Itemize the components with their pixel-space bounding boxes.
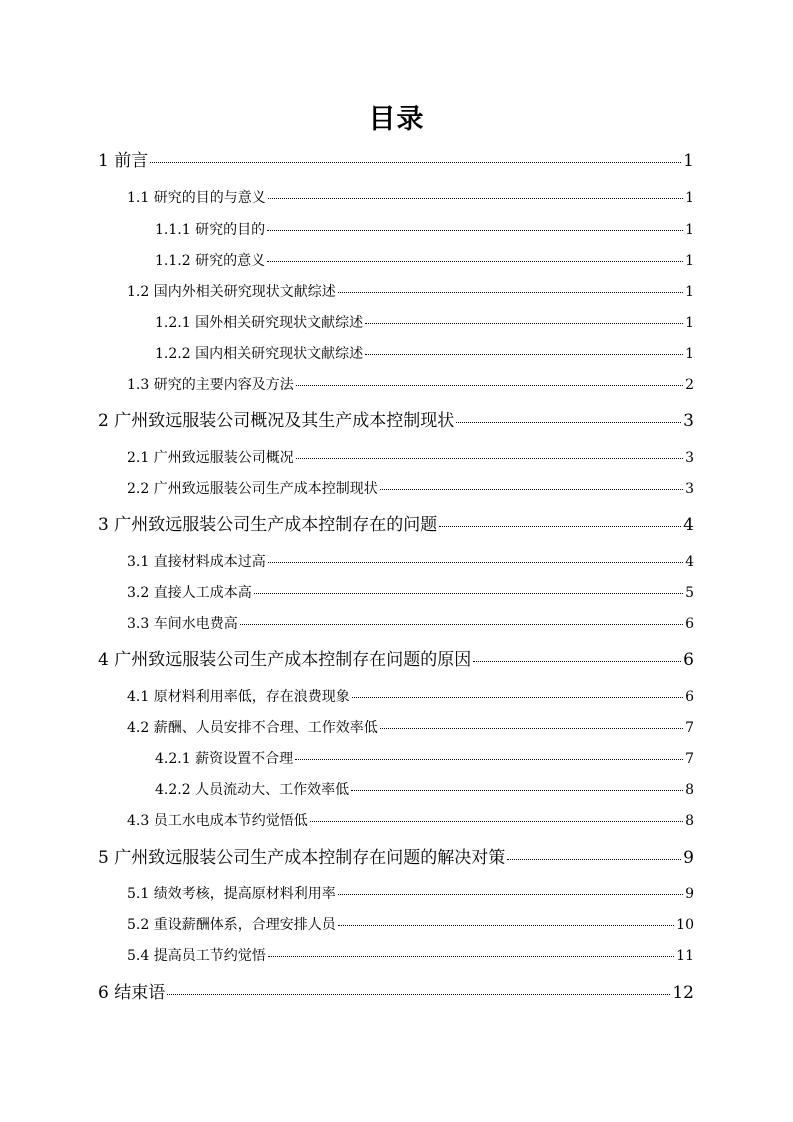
toc-entry-page-number: 10 — [676, 917, 694, 933]
toc-dot-leader — [507, 859, 681, 860]
toc-dot-leader — [338, 292, 683, 293]
toc-entry[interactable] — [127, 276, 694, 308]
toc-dot-leader — [167, 994, 670, 995]
toc-entry[interactable] — [98, 977, 694, 1009]
toc-entry-page-number: 9 — [685, 886, 694, 902]
toc-entry-label: 1.1.1 研究的目的 — [155, 222, 266, 238]
toc-entry-page-number: 4 — [685, 554, 694, 570]
toc-entry[interactable] — [127, 182, 694, 214]
toc-entry[interactable] — [155, 774, 694, 806]
toc-entry-label: 4.3 员工水电成本节约觉悟低 — [127, 813, 308, 829]
toc-entry-page-number: 9 — [683, 848, 694, 868]
toc-dot-leader — [365, 354, 683, 355]
toc-entry[interactable] — [127, 712, 694, 744]
toc-entry[interactable] — [98, 842, 694, 874]
toc-entry[interactable] — [127, 577, 694, 609]
toc-entry-page-number: 3 — [685, 450, 694, 466]
toc-entry[interactable] — [127, 546, 694, 578]
toc-entry[interactable] — [127, 473, 694, 505]
toc-entry-page-number: 11 — [676, 948, 694, 964]
toc-entry-label: 4 广州致远服装公司生产成本控制存在问题的原因 — [98, 650, 472, 670]
toc-entry-label: 4.1 原材料利用率低，存在浪费现象 — [127, 689, 350, 705]
toc-dot-leader — [268, 198, 683, 199]
toc-entry[interactable] — [98, 405, 694, 437]
toc-entry-label: 2.1 广州致远服装公司概况 — [127, 450, 294, 466]
toc-entry[interactable] — [98, 644, 694, 676]
toc-entry[interactable] — [127, 369, 694, 401]
toc-entry-page-number: 7 — [685, 751, 694, 767]
toc-dot-leader — [296, 458, 683, 459]
toc-title: 目录 — [368, 104, 425, 135]
toc-entry-page-number: 7 — [685, 720, 694, 736]
toc-entry-page-number: 8 — [685, 782, 694, 798]
toc-dot-leader — [240, 624, 683, 625]
toc-entry-label: 5.1 绩效考核，提高原材料利用率 — [127, 886, 336, 902]
toc-dot-leader — [338, 925, 674, 926]
toc-dot-leader — [310, 821, 683, 822]
toc-entry-label: 1.2.2 国内相关研究现状文献综述 — [155, 346, 364, 362]
toc-dot-leader — [295, 759, 683, 760]
toc-entry-label: 2.2 广州致远服装公司生产成本控制现状 — [127, 481, 378, 497]
toc-entry-page-number: 5 — [685, 585, 694, 601]
toc-entry-page-number: 4 — [683, 515, 694, 535]
toc-entry-label: 6 结束语 — [98, 983, 166, 1003]
toc-entry-label: 1.2 国内外相关研究现状文献综述 — [127, 284, 336, 300]
toc-dot-leader — [267, 261, 683, 262]
toc-entry-page-number: 1 — [685, 315, 694, 331]
toc-entry[interactable] — [127, 805, 694, 837]
toc-dot-leader — [365, 323, 683, 324]
toc-dot-leader — [338, 894, 683, 895]
toc-entry[interactable] — [155, 307, 694, 339]
toc-dot-leader — [267, 230, 683, 231]
toc-entry-label: 3.2 直接人工成本高 — [127, 585, 252, 601]
toc-dot-leader — [456, 422, 681, 423]
toc-entry-label: 5.2 重设薪酬体系，合理安排人员 — [127, 917, 336, 933]
toc-entry-page-number: 2 — [685, 377, 694, 393]
toc-entry-page-number: 8 — [685, 813, 694, 829]
toc-entry[interactable] — [127, 442, 694, 474]
toc-entry[interactable] — [127, 940, 694, 972]
toc-entry-page-number: 1 — [685, 284, 694, 300]
toc-dot-leader — [351, 790, 683, 791]
toc-dot-leader — [296, 385, 683, 386]
toc-entry[interactable] — [155, 214, 694, 246]
toc-entry-page-number: 6 — [683, 650, 694, 670]
toc-entry-label: 1.1.2 研究的意义 — [155, 253, 266, 269]
toc-entry-label: 3.1 直接材料成本过高 — [127, 554, 266, 570]
toc-dot-leader — [268, 562, 683, 563]
toc-entry[interactable] — [155, 743, 694, 775]
toc-entry-label: 4.2 薪酬、人员安排不合理、工作效率低 — [127, 720, 378, 736]
toc-entry-page-number: 1 — [685, 253, 694, 269]
toc-dot-leader — [268, 956, 674, 957]
toc-entry-page-number: 1 — [685, 346, 694, 362]
toc-dot-leader — [254, 593, 683, 594]
toc-dot-leader — [439, 526, 681, 527]
toc-entry-label: 1.1 研究的目的与意义 — [127, 190, 266, 206]
toc-entry[interactable] — [127, 878, 694, 910]
toc-entry-label: 5.4 提高员工节约觉悟 — [127, 948, 266, 964]
toc-entry-page-number: 1 — [683, 151, 694, 171]
toc-entry-label: 1.2.1 国外相关研究现状文献综述 — [155, 315, 364, 331]
toc-entry[interactable] — [98, 509, 694, 541]
toc-dot-leader — [473, 661, 681, 662]
toc-entry-page-number: 1 — [685, 222, 694, 238]
toc-entry-page-number: 3 — [683, 411, 694, 431]
toc-entry-label: 3.3 车间水电费高 — [127, 616, 238, 632]
toc-dot-leader — [380, 489, 683, 490]
toc-entry-label: 3 广州致远服装公司生产成本控制存在的问题 — [98, 515, 438, 535]
toc-entry[interactable] — [98, 145, 694, 177]
toc-entry-page-number: 3 — [685, 481, 694, 497]
toc-dot-leader — [150, 162, 681, 163]
toc-entry-label: 5 广州致远服装公司生产成本控制存在问题的解决对策 — [98, 848, 506, 868]
toc-entry[interactable] — [127, 681, 694, 713]
toc-entry[interactable] — [155, 245, 694, 277]
toc-entry-label: 1 前言 — [98, 151, 149, 171]
toc-entry-page-number: 6 — [685, 616, 694, 632]
toc-dot-leader — [352, 697, 683, 698]
toc-dot-leader — [380, 728, 683, 729]
toc-entry-page-number: 12 — [672, 983, 694, 1003]
toc-entry[interactable] — [127, 608, 694, 640]
toc-entry[interactable] — [127, 909, 694, 941]
toc-entry-label: 2 广州致远服装公司概况及其生产成本控制现状 — [98, 411, 455, 431]
toc-entry-label: 4.2.2 人员流动大、工作效率低 — [155, 782, 350, 798]
toc-entry-label: 1.3 研究的主要内容及方法 — [127, 377, 294, 393]
toc-entry[interactable] — [155, 338, 694, 370]
toc-entry-page-number: 6 — [685, 689, 694, 705]
toc-entry-page-number: 1 — [685, 190, 694, 206]
toc-entry-label: 4.2.1 薪资设置不合理 — [155, 751, 294, 767]
